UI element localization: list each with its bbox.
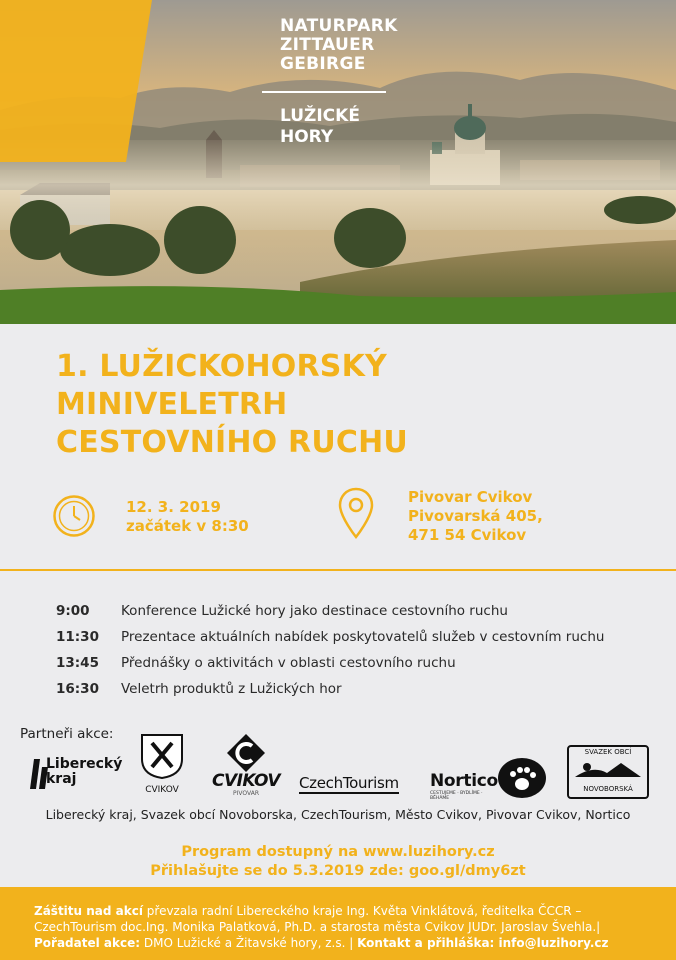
contact-label: Kontakt a přihláška: xyxy=(357,936,495,950)
schedule-row xyxy=(56,655,604,681)
novoborska-logo: SVAZEK OBCÍ NOVOBORSKÁ xyxy=(567,745,649,799)
paw-icon xyxy=(496,756,548,800)
naturpark-badge xyxy=(0,0,152,162)
patronage-text: převzala radní Libereckého kraje Ing. Květa Vinklátová, ředitelka ČCCR – CzechTourism doc.Ing. Monika Palatková, Ph.D. a starosta města Cvikov JUDr. Jaroslav Švehla.| xyxy=(34,904,601,934)
organizer-label: Pořadatel akce: xyxy=(34,936,141,950)
clock-icon xyxy=(52,494,96,538)
schedule-time: 13:45 xyxy=(56,655,99,671)
event-date: 12. 3. 2019 začátek v 8:30 xyxy=(126,498,249,535)
location-pin-icon xyxy=(338,487,374,541)
badge-text-top: NATURPARK ZITTAUER GEBIRGE xyxy=(280,16,398,74)
event-title: 1. LUŽICKOHORSKÝ MINIVELETRH CESTOVNÍHO RUCHU xyxy=(56,349,408,460)
contact-email[interactable]: info@luzihory.cz xyxy=(494,936,609,950)
liberecky-kraj-logo: Liberecký kraj xyxy=(30,755,120,795)
program-link[interactable]: Program dostupný na www.luzihory.cz xyxy=(181,844,495,860)
event-venue: Pivovar Cvikov Pivovarská 405, 471 54 Cvikov xyxy=(408,488,543,544)
program-info xyxy=(0,843,676,881)
schedule-row xyxy=(56,603,604,629)
schedule-text: Konference Lužické hory jako destinace cestovního ruchu xyxy=(121,603,508,619)
schedule-text: Veletrh produktů z Lužických hor xyxy=(121,681,342,697)
badge-divider xyxy=(262,91,386,93)
schedule xyxy=(56,603,604,707)
section-divider xyxy=(0,569,676,571)
schedule-text: Prezentace aktuálních nabídek poskytovatelů služeb v cestovním ruchu xyxy=(121,629,605,645)
organizer-text: DMO Lužické a Žitavské hory, z.s. | xyxy=(140,936,358,950)
registration-link[interactable]: Přihlašujte se do 5.3.2019 zde: goo.gl/dmy6zt xyxy=(150,863,526,879)
schedule-row xyxy=(56,681,604,707)
schedule-time: 16:30 xyxy=(56,681,99,697)
nortico-logo: Nortico CESTUJEME · BYDLÍME · BĚHÁME xyxy=(430,758,555,798)
patronage-label: Záštitu nad akcí xyxy=(34,904,143,918)
schedule-row xyxy=(56,629,604,655)
schedule-time: 11:30 xyxy=(56,629,99,645)
schedule-text: Přednášky o aktivitách v oblasti cestovního ruchu xyxy=(121,655,456,671)
footer xyxy=(0,887,676,960)
schedule-time: 9:00 xyxy=(56,603,90,619)
cvikov-crest-logo: CVIKOV xyxy=(138,733,186,797)
pivovar-cvikov-logo: CVIKOV PIVOVAR xyxy=(210,733,282,797)
czechtourism-logo: CzechTourism xyxy=(299,774,399,792)
badge-text-bottom: LUŽICKÉ HORY xyxy=(280,106,360,147)
partners-label: Partneři akce: xyxy=(20,726,114,742)
partners-list: Liberecký kraj, Svazek obcí Novoborska, CzechTourism, Město Cvikov, Pivovar Cvikov, Nortico xyxy=(45,807,631,822)
